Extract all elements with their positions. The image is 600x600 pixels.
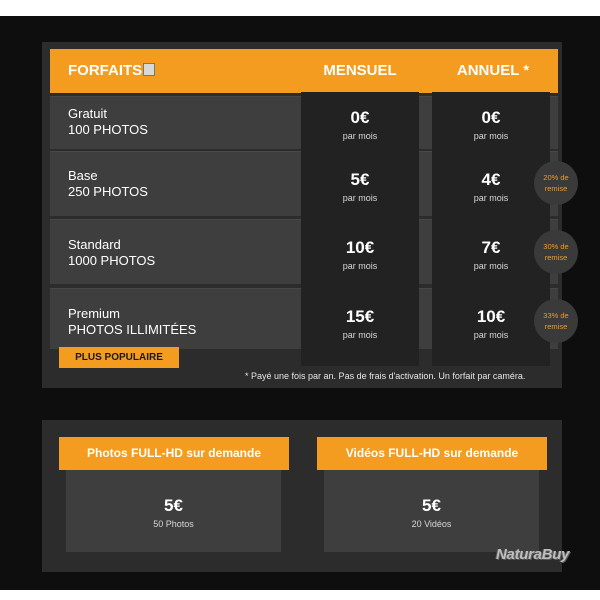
plan-premium-label [68,306,196,338]
cursor-box-icon [143,63,155,76]
plan-quota: PHOTOS ILLIMITÉES [68,322,197,337]
addon-videos-header: Vidéos FULL-HD sur demande [317,437,547,470]
naturabuy-watermark: NaturaBuy [496,546,570,563]
price-monthly-premium: 15€ par mois [342,307,378,340]
addon-videos-price: 5€ 20 Vidéos [411,496,452,529]
popular-badge: PLUS POPULAIRE [59,347,179,368]
price-annual-base: 4€ par mois [473,170,509,203]
price-monthly-standard: 10€ par mois [342,238,378,271]
price-annual-standard: 7€ par mois [473,238,509,271]
header-annual: ANNUEL * [456,62,530,79]
plan-name: Standard [68,237,121,252]
price-annual-free: 0€ par mois [473,108,509,141]
price-monthly-free: 0€ par mois [342,108,378,141]
addon-videos-card[interactable] [324,470,539,552]
plan-name: Base [68,168,98,183]
discount-badge-standard: 30% de remise [534,230,578,274]
discount-badge-base: 20% de remise [534,161,578,205]
header-plans: FORFAITS [68,49,155,93]
plan-free-label [68,106,148,138]
footnote: * Payé une fois par an. Pas de frais d'activation. Un forfait par caméra. [245,371,526,381]
discount-badge-premium: 33% de remise [534,299,578,343]
price-annual-premium: 10€ par mois [473,307,509,340]
addon-photos-card[interactable] [66,470,281,552]
plan-name: Premium [68,306,121,321]
plan-quota: 1000 PHOTOS [68,253,156,268]
plan-base-label [68,168,148,200]
addon-photos-price: 5€ 50 Photos [153,496,194,529]
price-monthly-base: 5€ par mois [342,170,378,203]
plans-header [50,49,558,93]
addon-photos-header: Photos FULL-HD sur demande [59,437,289,470]
plan-name: Gratuit [68,106,108,121]
plan-standard-label [68,237,155,269]
plan-quota: 100 PHOTOS [68,122,148,137]
plan-quota: 250 PHOTOS [68,184,148,199]
header-monthly: MENSUEL [323,62,397,79]
